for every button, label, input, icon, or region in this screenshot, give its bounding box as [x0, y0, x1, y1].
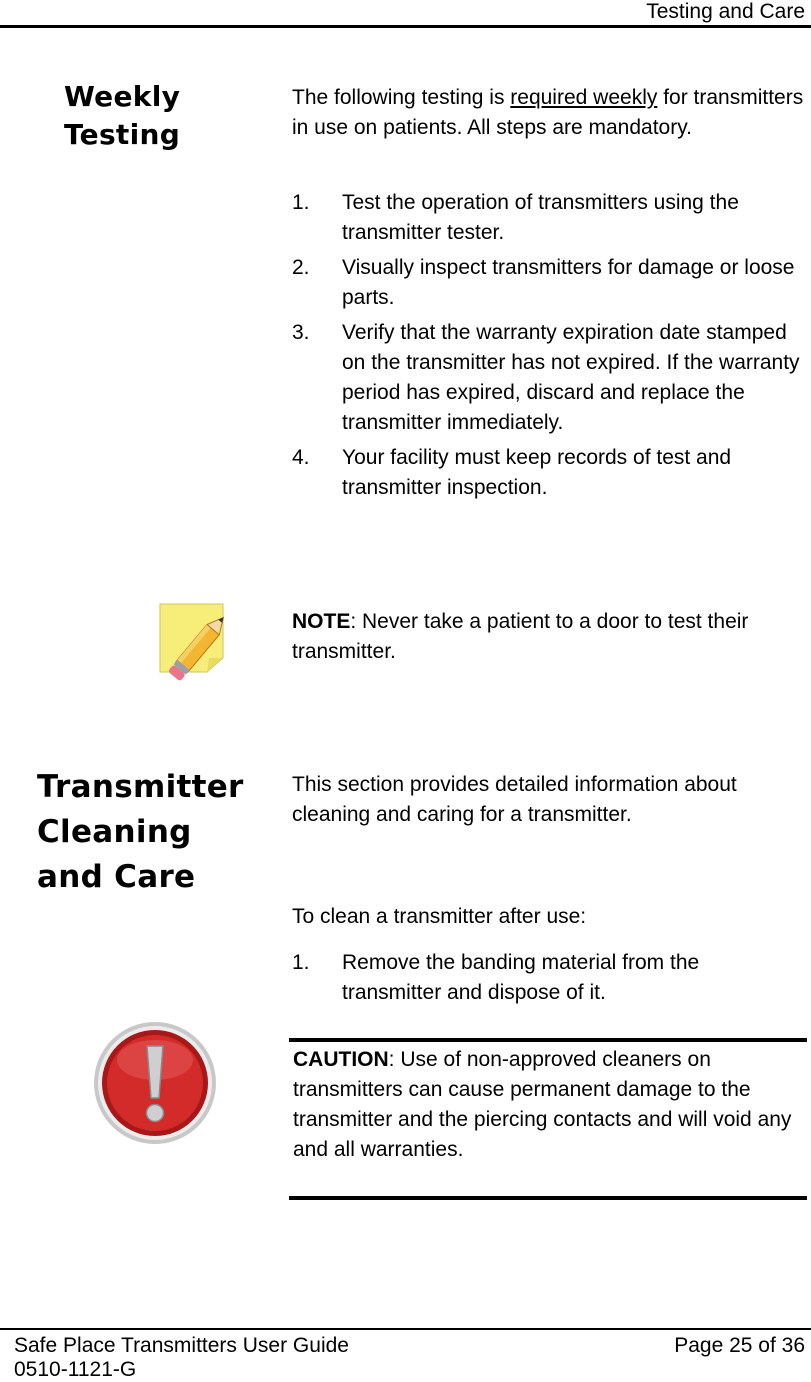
caution-text: : Use of non-approved cleaners on transmitters can cause permanent damage to the transmitter and the piercing contacts and will void any and all warranties.: [293, 1048, 792, 1161]
step-number: 2.: [292, 256, 310, 279]
step-text: Remove the banding material from the transmitter and dispose of it.: [342, 951, 700, 1004]
note-text: : Never take a patient to a door to test their transmitter.: [292, 610, 749, 663]
footer-divider: [0, 1328, 811, 1330]
cleaning-intro: This section provides detailed information about cleaning and caring for a transmitter.: [292, 773, 737, 826]
cleaning-heading-line3: and Care: [37, 859, 196, 895]
page-header-title: Testing and Care: [646, 0, 805, 23]
step-number: 3.: [292, 321, 310, 344]
step-text: Test the operation of transmitters using the transmitter tester.: [342, 191, 739, 244]
weekly-steps-list: [292, 188, 804, 508]
step-text: Your facility must keep records of test and transmitter inspection.: [342, 446, 732, 499]
note-pencil-icon: [155, 600, 247, 696]
cleaning-care-heading: [37, 765, 244, 900]
cleaning-steps-list: [292, 948, 804, 1013]
weekly-intro-required: required weekly: [510, 86, 658, 109]
caution-label: CAUTION: [293, 1048, 389, 1071]
list-item: [292, 948, 804, 1008]
step-text: Verify that the warranty expiration date stamped on the transmitter has not expired. If the warranty period has expired, discard and replace the transmitter immediately.: [342, 321, 800, 434]
caution-top-rule: [289, 1038, 807, 1042]
cleaning-heading-line1: Transmitter: [37, 769, 244, 805]
cleaning-lead: To clean a transmitter after use:: [292, 905, 587, 928]
note-block: [292, 607, 804, 667]
list-item: [292, 443, 804, 503]
step-number: 4.: [292, 446, 310, 469]
caution-exclamation-icon: [92, 1020, 218, 1146]
footer-page-number: Page 25 of 36: [674, 1334, 805, 1357]
list-item: [292, 188, 804, 248]
weekly-intro-before: The following testing is: [292, 86, 511, 109]
footer-left: [14, 1334, 349, 1382]
weekly-heading-line2: Testing: [64, 118, 181, 151]
weekly-intro-after: for transmitters in use on patients. All steps are mandatory.: [292, 86, 804, 139]
weekly-heading-line1: Weekly: [64, 80, 181, 113]
header-divider: [0, 25, 811, 28]
step-number: 1.: [292, 951, 310, 974]
list-item: [292, 318, 804, 438]
caution-bottom-rule: [289, 1196, 807, 1200]
step-text: Visually inspect transmitters for damage or loose parts.: [342, 256, 795, 309]
cleaning-heading-line2: Cleaning: [37, 814, 192, 850]
caution-block: [293, 1045, 805, 1165]
list-item: [292, 253, 804, 313]
footer-guide-title: Safe Place Transmitters User Guide: [14, 1334, 349, 1357]
note-label: NOTE: [292, 610, 351, 633]
weekly-testing-heading: [64, 78, 180, 154]
weekly-intro: [292, 83, 804, 143]
step-number: 1.: [292, 191, 310, 214]
footer-doc-number: 0510-1121-G: [14, 1358, 137, 1381]
